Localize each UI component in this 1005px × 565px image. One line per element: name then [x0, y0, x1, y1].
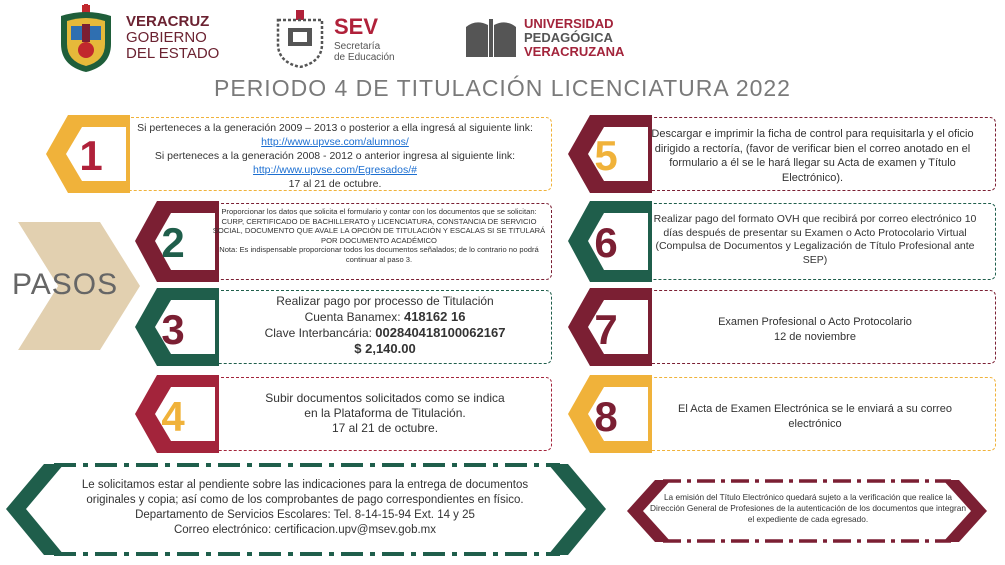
step-1-text [120, 121, 550, 191]
footer-left-line2: originales y copia; así como de los comprobantes de pago correspondientes en físico. [86, 494, 524, 506]
cuenta-value: 418162 16 [403, 309, 466, 324]
clave-value: 002840418100062167 [375, 325, 506, 340]
step-8-number: 8 [594, 393, 618, 440]
sev-line1: Secretaría [334, 41, 381, 52]
pasos-label: PASOS [12, 268, 119, 301]
gobierno-line2: GOBIERNO [126, 29, 207, 46]
egresados-link[interactable]: http://www.upvse.com/Egresados/# [253, 164, 417, 176]
step-4-number: 4 [161, 393, 185, 440]
step-6-number: 6 [594, 219, 618, 266]
step-5-text: Descargar e imprimir la ficha de control para requisitarla y el oficio dirigido a rectoría, (favor de verificar bien el correo anotado en el formulario a él se le hará llegar su Acta de examen y Título Electrónico). [651, 128, 974, 184]
cuenta-label: Cuenta Banamex: [304, 310, 401, 324]
upv-line1: UNIVERSIDAD [524, 16, 614, 31]
upv-logo-icon [464, 17, 518, 59]
step-7-number: 7 [594, 306, 618, 353]
gobierno-line3: DEL ESTADO [126, 45, 220, 62]
step-7-line1: Examen Profesional o Acto Protocolario [718, 316, 912, 328]
step-1-dates: 17 al 21 de octubre. [288, 178, 382, 190]
footer-left-text [60, 478, 550, 538]
step-4-line2: en la Plataforma de Titulación. [304, 406, 466, 420]
footer-left-line4: Correo electrónico: certificacion.upv@msev.gob.mx [173, 524, 436, 536]
step-8-text: El Acta de Examen Electrónica se le enviará a su correo electrónico [678, 403, 952, 430]
step-4-dates: 17 al 21 de octubre. [331, 421, 439, 435]
step-4-line1: Subir documentos solicitados como se indica [265, 391, 505, 405]
footer-left-line3: Departamento de Servicios Escolares: Tel. 8-14-15-94 Ext. 14 y 25 [135, 509, 475, 521]
sev-subtitle [334, 41, 395, 63]
step-1-number: 1 [79, 132, 103, 179]
sev-acronym: SEV [334, 14, 379, 39]
step-6-text: Realizar pago del formato OVH que recibirá por correo electrónico 10 días después de presentar su Examen o Acto Protocolario Virtual (Compulsa de Documentos y Legalización de Título Profesional ante SEP) [653, 213, 977, 266]
page-title: PERIODO 4 DE TITULACIÓN LICENCIATURA 2022 [214, 75, 791, 101]
amount-value: $ 2,140.00 [354, 341, 416, 356]
upv-line2: PEDAGÓGICA [524, 30, 613, 45]
step-1-line1: Si perteneces a la generación 2009 – 2013 o posterior a ella ingresá al siguiente link: [137, 122, 533, 134]
step-1-line2: Si perteneces a la generación 2008 - 2012 o anterior ingresa al siguiente link: [154, 150, 516, 162]
sev-line2: de Educación [334, 52, 395, 63]
step-5-number: 5 [594, 132, 618, 179]
gobierno-line1: VERACRUZ [126, 13, 210, 30]
step-7-text [660, 315, 970, 344]
step-2-main: Proporcionar los datos que solicita el formulario y contar con los documentos que se solicitan: CURP, CERTIFICADO DE BACHILLERATO y LICENCIATURA, CONSTANCIA DE SERVICIO SOCIAL, DOCUMENTO QUE AVALE LA OPCIÓN DE TITULACIÓN Y ESCALAS SI SE TITULARÁ POR DOCUMENTO ACADÉMICO [212, 207, 546, 245]
step-2-number: 2 [161, 219, 185, 266]
step-2-note: Nota: Es indispensable proporcionar todos los documentos señalados; de lo contrario no podrá continuar al paso 3. [219, 245, 539, 264]
upv-line3: VERACRUZANA [524, 44, 625, 59]
step-3-line1: Realizar pago por processo de Titulación [276, 294, 494, 308]
clave-label: Clave Interbancária: [264, 326, 372, 340]
alumnos-link[interactable]: http://www.upvse.com/alumnos/ [261, 136, 409, 148]
footer-left-line1: Le solicitamos estar al pendiente sobre las indicaciones para la entrega de documentos [81, 479, 529, 491]
step-3-text [225, 294, 545, 357]
gobierno-wordmark [126, 14, 219, 62]
step-3-number: 3 [161, 306, 185, 353]
sev-shield-icon [276, 10, 324, 68]
upv-wordmark [524, 17, 624, 59]
step-2-text [210, 207, 548, 265]
step-4-text [225, 391, 545, 436]
veracruz-coat-of-arms-icon [55, 4, 117, 74]
footer-right-text: La emisión del Título Electrónico quedará sujeto a la verificación que realice la Dirección General de Profesiones de la autenticación de los documentos que integran el expediente de cada egresado. [650, 492, 966, 524]
step-7-line2: 12 de noviembre [774, 330, 856, 343]
